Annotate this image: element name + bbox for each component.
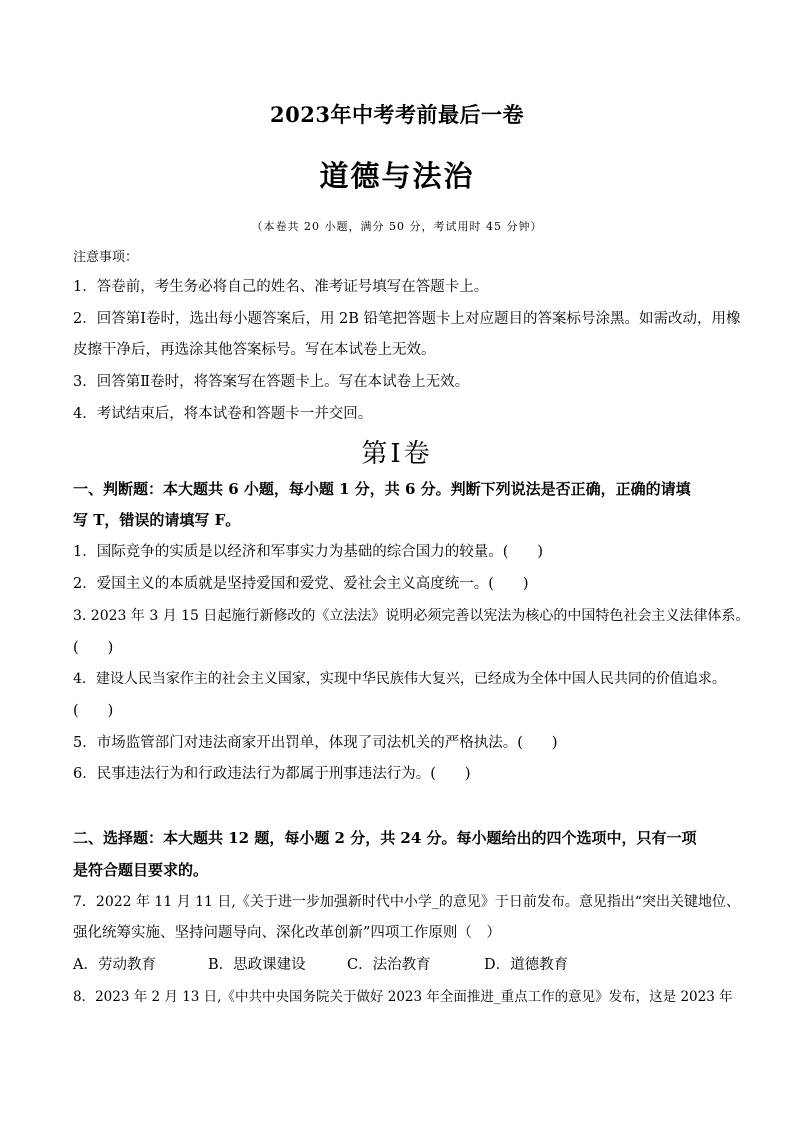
question-line: 4．建设人民当家作主的社会主义国家，实现中华民族伟大复兴，已经成为全体中国人民共同的价值追求。 bbox=[73, 671, 726, 687]
question-line: 强化统筹实施、坚持问题导向、深化改革创新”四项工作原则（ ） bbox=[73, 925, 501, 941]
exam-title: 2023年中考考前最后一卷 bbox=[270, 102, 524, 127]
subject-title: 道德与法治 bbox=[319, 159, 475, 193]
notice-item: 皮擦干净后，再选涂其他答案标号。写在本试卷上无效。 bbox=[73, 342, 436, 358]
question-line: ( ) bbox=[73, 640, 114, 656]
option-d: D．道德教育 bbox=[484, 957, 569, 973]
question-line: 7．2022 年 11 月 11 日,《关于进一步加强新时代中小学_的意见》于日前发布。意见指出“突出关键地位、 bbox=[73, 894, 741, 910]
question-line: ( ) bbox=[73, 703, 114, 719]
notice-heading: 注意事项： bbox=[73, 250, 139, 265]
option-a: A．劳动教育 bbox=[73, 957, 156, 973]
notice-item: 1．答卷前，考生务必将自己的姓名、准考证号填写在答题卡上。 bbox=[73, 279, 489, 295]
notice-item: 4．考试结束后，将本试卷和答题卡一并交回。 bbox=[73, 406, 373, 422]
question-line: 2．爱国主义的本质就是坚持爱国和爱党、爱社会主义高度统一。( ) bbox=[73, 576, 529, 592]
notice-item: 3．回答第Ⅱ卷时，将答案写在答题卡上。写在本试卷上无效。 bbox=[73, 374, 470, 390]
question-line: 3. 2023 年 3 月 15 日起施行新修改的《立法法》说明必须完善以宪法为核心的中国特色社会主义法律体系。 bbox=[73, 608, 750, 624]
question-line: 1．国际竞争的实质是以经济和军事实力为基础的综合国力的较量。( ) bbox=[73, 544, 544, 560]
question-line: 5．市场监管部门对违法商家开出罚单，体现了司法机关的严格执法。( ) bbox=[73, 735, 558, 751]
question-line: 6．民事违法行为和行政违法行为都属于刑事违法行为。( ) bbox=[73, 766, 471, 782]
part2-heading: 二、选择题：本大题共 12 题，每小题 2 分，共 24 分。每小题给出的四个选项中，只有一项 bbox=[73, 829, 697, 847]
part1-heading: 一、判断题：本大题共 6 小题，每小题 1 分，共 6 分。判断下列说法是否正确，正确的请填 bbox=[73, 480, 691, 498]
volume-title: 第Ⅰ卷 bbox=[361, 439, 433, 469]
part1-heading: 写 T，错误的请填写 F。 bbox=[73, 511, 241, 529]
part2-heading: 是符合题目要求的。 bbox=[73, 861, 209, 879]
exam-info: （本卷共 20 小题，满分 50 分，考试用时 45 分钟） bbox=[251, 220, 543, 233]
notice-item: 2．回答第Ⅰ卷时，选出每小题答案后，用 2B 铅笔把答题卡上对应题目的答案标号涂黑。如需改动，用橡 bbox=[73, 311, 741, 327]
option-c: C．法治教育 bbox=[347, 957, 431, 973]
question-line: 8．2023 年 2 月 13 日,《中共中央国务院关于做好 2023 年全面推进_重点工作的意见》发布，这是 2023 年 bbox=[73, 989, 733, 1005]
option-b: B．思政课建设 bbox=[208, 957, 306, 973]
